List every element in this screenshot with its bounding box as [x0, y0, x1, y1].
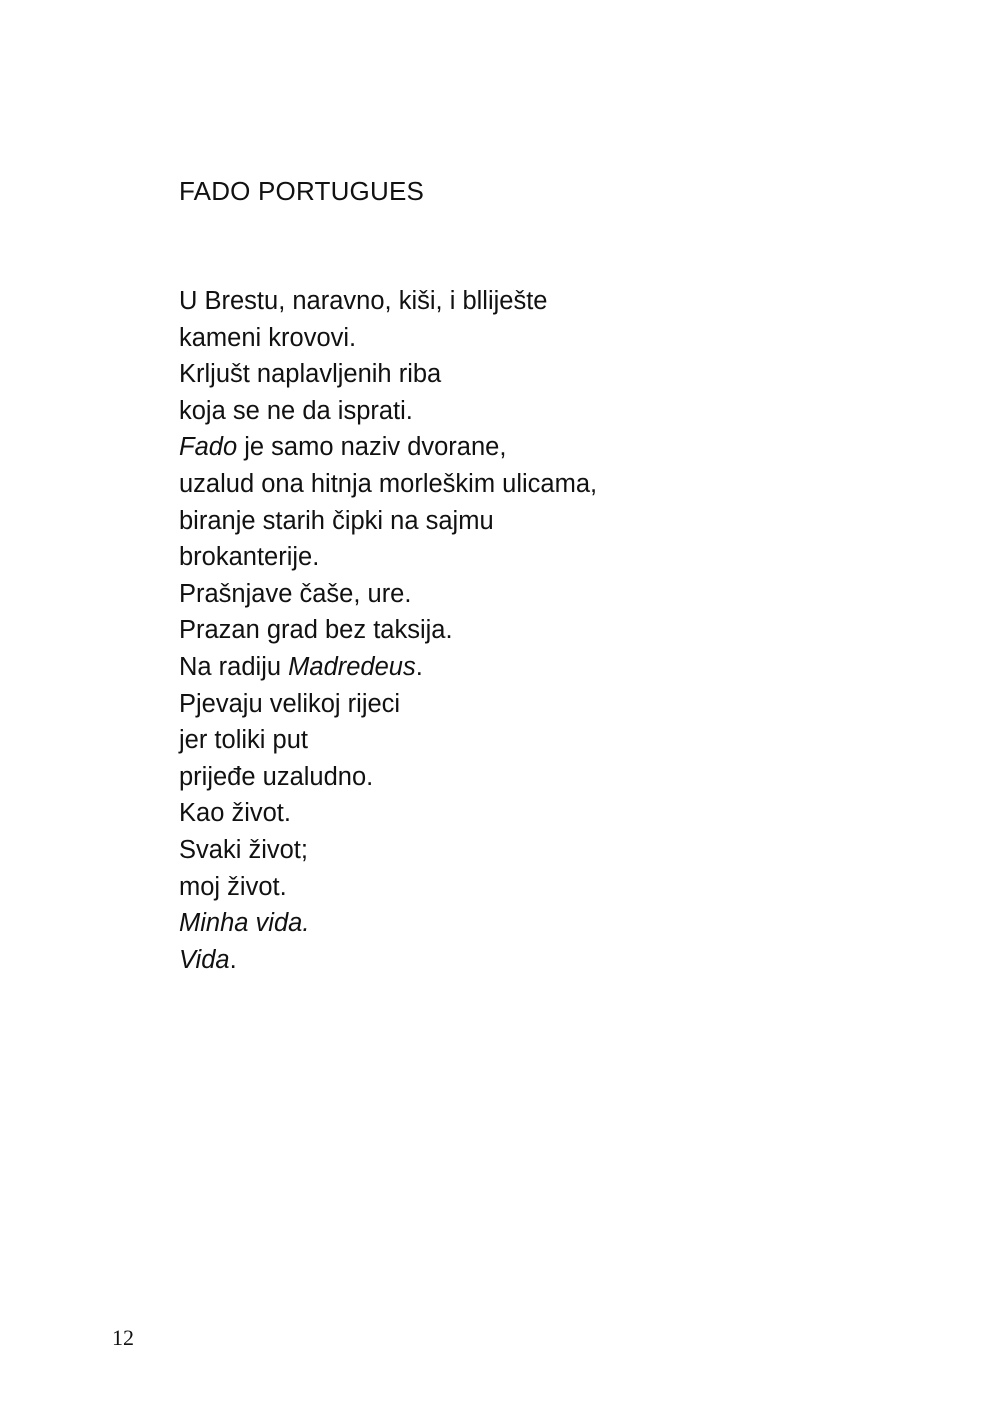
line-emphasis: Vida [179, 945, 230, 974]
line-text: Kao život. [179, 799, 291, 828]
poem-line [179, 795, 597, 832]
poem-line [179, 283, 597, 320]
line-text: Svaki život; [179, 835, 308, 864]
poem-line [179, 649, 597, 686]
line-text: moj život. [179, 872, 287, 901]
poem-line [179, 869, 597, 906]
line-text: Krljušt naplavljenih riba [179, 360, 442, 389]
poem-line [179, 539, 597, 576]
line-text: biranje starih čipki na sajmu [179, 506, 494, 535]
line-text: Na radiju [179, 652, 289, 681]
poem-body [179, 283, 597, 978]
line-text: brokanterije. [179, 543, 320, 572]
poem-line [179, 393, 597, 430]
line-text: uzalud ona hitnja morleškim ulicama, [179, 469, 598, 498]
line-text: U Brestu, naravno, kiši, i blliješte [179, 287, 548, 315]
line-text: prijeđe uzaludno. [179, 762, 374, 791]
poem-line [179, 942, 597, 979]
line-text-after: je samo naziv dvorane, [237, 433, 507, 462]
line-emphasis: Minha vida. [179, 909, 310, 938]
poem-line [179, 356, 597, 393]
line-text: jer toliki put [179, 726, 308, 755]
poem-line [179, 576, 597, 613]
poem-line [179, 429, 597, 466]
line-emphasis: Fado [179, 433, 238, 462]
poem-line [179, 722, 597, 759]
line-text-after: . [229, 945, 237, 974]
poem-line [179, 759, 597, 796]
line-text: Pjevaju velikoj rijeci [179, 689, 401, 718]
poem-line [179, 612, 597, 649]
poem-line [179, 905, 597, 942]
line-text-after: . [415, 652, 423, 681]
poem-line [179, 466, 597, 503]
line-text: kameni krovovi. [179, 323, 357, 352]
poem-line [179, 320, 597, 357]
poem-line [179, 832, 597, 869]
page-number: 12 [112, 1325, 134, 1350]
poem-line [179, 503, 597, 540]
poem-title: FADO PORTUGUES [179, 176, 425, 206]
line-text: Prašnjave čaše, ure. [179, 579, 412, 608]
line-text: Prazan grad bez taksija. [179, 616, 453, 645]
line-text: koja se ne da isprati. [179, 396, 413, 425]
line-emphasis: Madredeus [288, 652, 416, 681]
poem-line [179, 686, 597, 723]
